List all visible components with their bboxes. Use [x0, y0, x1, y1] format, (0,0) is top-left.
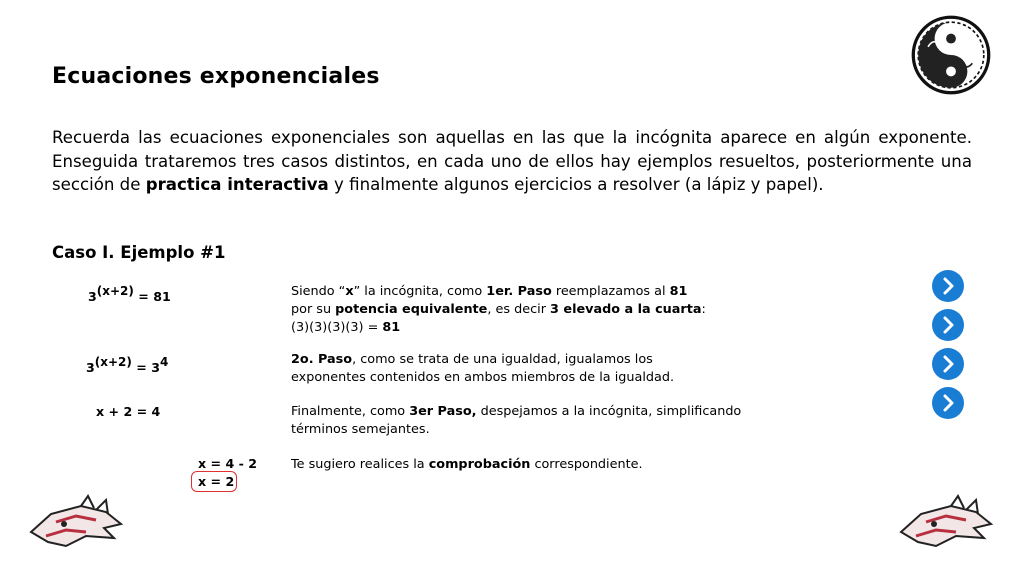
step-1-number: 81	[669, 284, 688, 299]
dragon-head-icon	[896, 492, 996, 552]
step-2	[291, 351, 851, 387]
step-3-text: despejamos a la incógnita, simplificando	[476, 404, 742, 419]
step-4-text: correspondiente.	[530, 457, 643, 472]
step-1	[291, 283, 851, 337]
next-step-button-3[interactable]	[932, 348, 964, 380]
equation-4: x = 4 - 2	[198, 456, 257, 471]
eq1-base: 3	[88, 289, 97, 304]
yin-yang-logo	[910, 14, 992, 96]
eq2-exponent: (x+2)	[94, 355, 132, 369]
equation-3: x + 2 = 4	[96, 404, 161, 419]
step-3	[291, 403, 851, 439]
step-1-text: :	[701, 302, 706, 317]
equation-2	[86, 355, 168, 375]
eq2-base: 3	[86, 360, 95, 375]
step-4-bold: comprobación	[428, 457, 531, 472]
chevron-right-icon	[938, 393, 958, 413]
eq2-exponent-2: 4	[159, 355, 169, 369]
step-1-label: 1er. Paso	[486, 284, 552, 299]
step-1-bold: 3 elevado a la cuarta	[550, 302, 702, 317]
step-1-text: Siendo “	[291, 284, 346, 299]
intro-paragraph	[52, 126, 972, 197]
step-2-text: exponentes contenidos en ambos miembros de la igualdad.	[291, 370, 675, 385]
step-4	[291, 456, 851, 474]
next-step-button-1[interactable]	[932, 270, 964, 302]
chevron-right-icon	[938, 354, 958, 374]
step-1-text: ” la incógnita, como	[353, 284, 487, 299]
step-1-bold: potencia equivalente	[335, 302, 488, 317]
intro-text-2: y finalmente algunos ejercicios a resolver (a lápiz y papel).	[328, 175, 824, 194]
step-2-text: , como se trata de una igualdad, igualamos los	[352, 352, 653, 367]
eq2-mid: = 3	[131, 360, 160, 375]
step-1-text: (3)(3)(3)(3) =	[291, 320, 383, 335]
dragon-head-icon	[26, 492, 126, 552]
intro-bold-text: practica interactiva	[145, 175, 329, 194]
section-heading: Caso I. Ejemplo #1	[52, 243, 226, 262]
step-1-text: reemplazamos al	[551, 284, 670, 299]
step-1-text: por su	[291, 302, 336, 317]
step-1-variable: x	[345, 284, 354, 299]
next-step-button-4[interactable]	[932, 387, 964, 419]
step-1-text: , es decir	[487, 302, 551, 317]
step-4-text: Te sugiero realices la	[291, 457, 429, 472]
step-2-label: 2o. Paso	[291, 352, 353, 367]
equation-5-answer: x = 2	[198, 474, 235, 489]
eq1-exponent: (x+2)	[96, 284, 134, 298]
step-3-text: términos semejantes.	[291, 422, 430, 437]
equation-1	[88, 284, 171, 304]
eq1-rhs: = 81	[133, 289, 171, 304]
step-1-number: 81	[382, 320, 401, 335]
next-step-button-2[interactable]	[932, 309, 964, 341]
chevron-right-icon	[938, 315, 958, 335]
page-title: Ecuaciones exponenciales	[52, 64, 380, 89]
step-3-label: 3er Paso,	[409, 404, 477, 419]
step-3-text: Finalmente, como	[291, 404, 410, 419]
intro-text-1: Recuerda las ecuaciones exponenciales son aquellas en las que la incógnita aparece en algún exponente. Enseguida trataremos tres casos distintos, en cada uno de ellos hay ejemplos resueltos, posteriormente una sección de	[52, 128, 972, 194]
chevron-right-icon	[938, 276, 958, 296]
